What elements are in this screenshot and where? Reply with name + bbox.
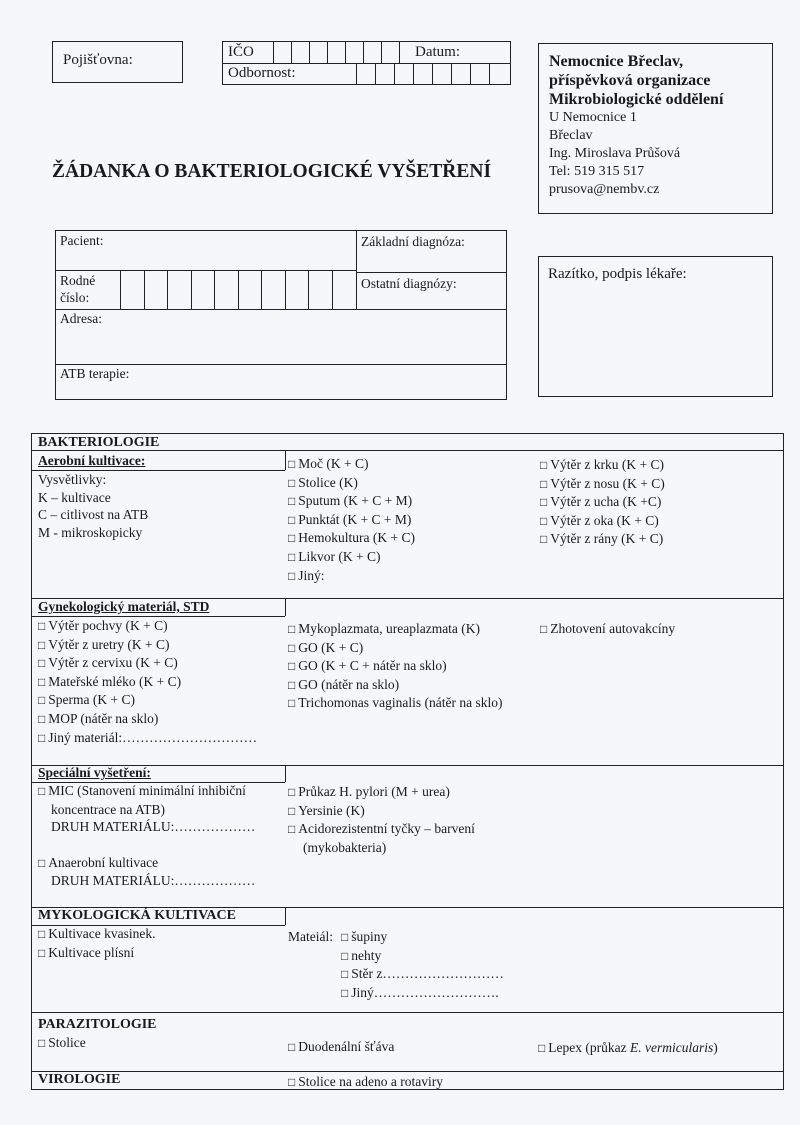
hospital-org: příspěvková organizace <box>549 72 711 89</box>
ico-label: IČO <box>228 44 254 60</box>
checkbox-other-material[interactable]: □ Jiný materiál:………………………… <box>38 729 258 745</box>
checkbox-nose-swab[interactable]: □ Výtěr z nosu (K + C) <box>540 475 665 491</box>
insurance-label: Pojišťovna: <box>63 52 133 68</box>
material-label: Mateiál: <box>288 929 333 944</box>
hospital-person: Ing. Miroslava Průšová <box>549 146 681 161</box>
checkbox-trichomonas[interactable]: □ Trichomonas vaginalis (nátěr na sklo) <box>288 695 503 711</box>
checkbox-lepex[interactable]: □ Lepex (průkaz E. vermicularis) <box>538 1040 718 1055</box>
bacteriology-col2 <box>288 455 415 585</box>
form-title: ŽÁDANKA O BAKTERIOLOGICKÉ VYŠETŘENÍ <box>52 161 492 182</box>
anaerobic-material-field[interactable]: DRUH MATERIÁLU:……………… <box>51 873 256 889</box>
checkbox-stool-parasit[interactable]: □ Stolice <box>38 1035 86 1050</box>
checkbox-throat-swab[interactable]: □ Výtěr z krku (K + C) <box>540 457 664 472</box>
hospital-name: Nemocnice Břeclav, <box>549 53 684 70</box>
checkbox-adeno-rota[interactable]: □ Stolice na adeno a rotaviry <box>288 1074 443 1089</box>
checkbox-urethra-swab[interactable]: □ Výtěr z uretry (K + C) <box>38 636 170 652</box>
checkbox-acid-fast[interactable]: □ Acidorezistentní tyčky – barvení <box>288 821 475 837</box>
hospital-address-box <box>538 43 773 214</box>
aerobic-culture-header: Aerobní kultivace: <box>38 453 146 468</box>
birth-number-label-2: číslo: <box>60 290 90 305</box>
mycology-col1 <box>38 925 155 962</box>
stamp-signature-label: Razítko, podpis lékaře: <box>548 266 687 282</box>
special-col2: □ Průkaz H. pylori (M + urea) □ Yersinie (K) □ Acidorezistentní tyčky – barvení (mykobakteria) <box>288 784 475 855</box>
gyn-col2 <box>288 620 502 713</box>
checkbox-sperm[interactable]: □ Sperma (K + C) <box>38 692 135 708</box>
checkbox-mic[interactable]: □ MIC (Stanovení minimální inhibiční <box>38 783 246 798</box>
checkbox-cervix-swab[interactable]: □ Výtěr z cervixu (K + C) <box>38 655 178 671</box>
checkbox-wound-swab[interactable]: □ Výtěr z rány (K + C) <box>540 531 664 547</box>
special-exam-header: Speciální vyšetření: <box>38 765 151 780</box>
mycology-materials <box>341 928 504 1002</box>
checkbox-h-pylori[interactable]: □ Průkaz H. pylori (M + urea) <box>288 784 450 799</box>
insurance-box[interactable] <box>52 41 183 83</box>
checkbox-urine[interactable]: □ Moč (K + C) <box>288 456 369 471</box>
checkbox-sputum[interactable]: □ Sputum (K + C + M) <box>288 493 413 509</box>
gyn-material-header: Gynekologický materiál, STD <box>38 599 210 614</box>
checkbox-mop[interactable]: □ MOP (nátěr na sklo) <box>38 710 159 726</box>
hospital-city: Břeclav <box>549 128 593 143</box>
checkbox-anaerobic[interactable]: □ Anaerobní kultivace <box>38 854 159 870</box>
hospital-phone: Tel: 519 315 517 <box>549 164 645 179</box>
checkbox-mould-culture[interactable]: □ Kultivace plísní <box>38 944 135 960</box>
hospital-email: prusova@nembv.cz <box>549 182 660 197</box>
checkbox-blood-culture[interactable]: □ Hemokultura (K + C) <box>288 530 415 546</box>
checkbox-other-myco[interactable]: □ Jiný………………………. <box>341 984 499 1000</box>
date-label: Datum: <box>415 44 460 60</box>
checkbox-other[interactable]: □ Jiný: <box>288 567 325 583</box>
checkbox-scales[interactable]: □ šupiny <box>341 929 388 944</box>
parasitology-header: PARAZITOLOGIE <box>38 1017 157 1032</box>
bacteriology-header: BAKTERIOLOGIE <box>38 435 160 450</box>
stamp-signature-box[interactable] <box>538 256 773 397</box>
patient-box <box>55 230 507 400</box>
bacteriology-col3 <box>540 456 665 549</box>
checkbox-stool[interactable]: □ Stolice (K) <box>288 474 358 490</box>
birth-number-cells[interactable] <box>120 270 355 309</box>
mycology-header: MYKOLOGICKÁ KULTIVACE <box>38 908 236 923</box>
specialty-cells[interactable] <box>356 63 508 85</box>
atb-therapy-label[interactable]: ATB terapie: <box>60 366 130 381</box>
virology-header: VIROLOGIE <box>38 1072 121 1087</box>
gyn-col3 <box>540 620 675 639</box>
checkbox-go-kc-smear[interactable]: □ GO (K + C + nátěr na sklo) <box>288 658 447 674</box>
checkbox-csf[interactable]: □ Likvor (K + C) <box>288 548 381 564</box>
checkbox-mycoplasma[interactable]: □ Mykoplazmata, ureaplazmata (K) <box>288 621 481 636</box>
hospital-dept: Mikrobiologické oddělení <box>549 91 724 108</box>
checkbox-swab-from[interactable]: □ Stěr z……………………… <box>341 966 504 982</box>
checkbox-yersinia[interactable]: □ Yersinie (K) <box>288 802 365 818</box>
address-label[interactable]: Adresa: <box>60 311 102 326</box>
other-diagnoses-label[interactable]: Ostatní diagnózy: <box>361 276 457 291</box>
checkbox-nails[interactable]: □ nehty <box>341 947 382 963</box>
checkbox-go-kc[interactable]: □ GO (K + C) <box>288 639 364 655</box>
ico-cells[interactable] <box>273 42 400 63</box>
gyn-col1 <box>38 617 257 747</box>
checkbox-punctate[interactable]: □ Punktát (K + C + M) <box>288 511 412 527</box>
checkbox-ear-swab[interactable]: □ Výtěr z ucha (K +C) <box>540 494 662 510</box>
birth-number-label-1: Rodné <box>60 273 96 288</box>
ico-date-box[interactable] <box>222 41 511 85</box>
checkbox-vaginal-swab[interactable]: □ Výtěr pochvy (K + C) <box>38 618 168 633</box>
hospital-street: U Nemocnice 1 <box>549 110 637 125</box>
checkbox-breast-milk[interactable]: □ Mateřské mléko (K + C) <box>38 673 182 689</box>
legend-explanations: Vysvětlivky: K – kultivace C – citlivost na ATB M - mikroskopicky <box>38 472 149 540</box>
mic-material-field[interactable]: DRUH MATERIÁLU:……………… <box>51 819 256 835</box>
checkbox-autovaccine[interactable]: □ Zhotovení autovakcíny <box>540 621 676 636</box>
diagnosis-label[interactable]: Základní diagnóza: <box>361 234 465 249</box>
checkbox-eye-swab[interactable]: □ Výtěr z oka (K + C) <box>540 512 659 528</box>
checkbox-duodenal-juice[interactable]: □ Duodenální šťáva <box>288 1039 395 1054</box>
checkbox-yeast-culture[interactable]: □ Kultivace kvasinek. <box>38 926 156 941</box>
checkbox-go-smear[interactable]: □ GO (nátěr na sklo) <box>288 676 400 692</box>
special-col1: □ MIC (Stanovení minimální inhibiční koncentrace na ATB) DRUH MATERIÁLU:……………… □ Anaerobní kultivace DRUH MATERIÁLU:……………… <box>38 783 256 889</box>
patient-label[interactable]: Pacient: <box>60 233 104 248</box>
specialty-label: Odbornost: <box>228 65 296 81</box>
